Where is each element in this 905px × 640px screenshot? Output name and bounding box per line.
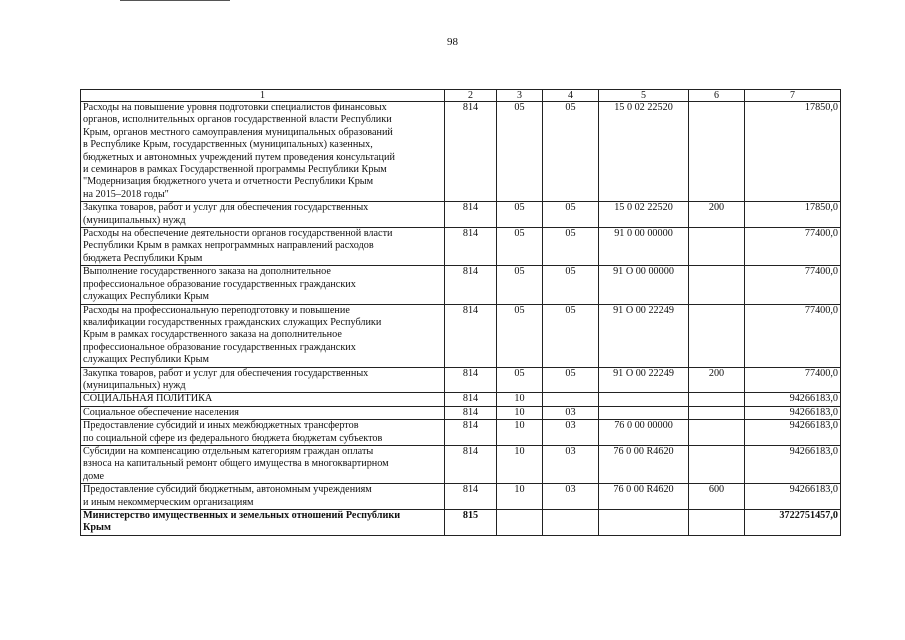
description-line: Расходы на повышение уровня подготовки специалистов финансовых [83,102,387,113]
header-cell-3: 3 [497,90,543,102]
target-article-cell: 76 0 00 R4620 [599,484,689,510]
section-code-cell: 10 [497,445,543,483]
description-line: взноса на капитальный ремонт общего имущества в многоквартирном [83,458,389,470]
admin-code-cell: 814 [445,393,497,406]
subsection-code-cell: 05 [543,367,599,393]
subsection-code-cell: 03 [543,406,599,419]
amount-cell: 77400,0 [745,266,841,304]
expense-type-cell [689,228,745,266]
amount-cell: 17850,0 [745,202,841,228]
target-article-cell: 91 О 00 00000 [599,266,689,304]
row-description [81,420,445,446]
expense-type-cell [689,102,745,202]
subsection-code-cell: 03 [543,420,599,446]
admin-code-cell: 814 [445,266,497,304]
description-line: Расходы на обеспечение деятельности органов государственной власти [83,228,393,240]
section-code-cell: 10 [497,393,543,406]
row-description [81,510,445,536]
description-line: (муниципальных) нужд [83,214,186,226]
row-description [81,393,445,406]
header-cell-1: 1 [81,90,445,102]
expense-type-cell: 200 [689,202,745,228]
page-number: 98 [447,36,458,48]
description-line: профессиональное образование государственных гражданских [83,278,356,290]
section-code-cell: 05 [497,102,543,202]
amount-cell: 94266183,0 [745,420,841,446]
target-article-cell: 91 0 00 00000 [599,228,689,266]
amount-cell: 94266183,0 [745,484,841,510]
description-line: Расходы на профессиональную переподготовку и повышение [83,304,350,316]
description-line: Крым в рамках государственного заказа на дополнительное [83,329,342,341]
row-description [81,102,445,202]
target-article-cell: 91 О 00 22249 [599,304,689,367]
table-row [81,228,841,266]
expense-type-cell [689,420,745,446]
description-line: "Модернизация бюджетного учета и отчетности Республики Крым [83,176,374,188]
table-row [81,406,841,419]
description-line: Крым [83,522,111,534]
header-cell-2: 2 [445,90,497,102]
row-description [81,304,445,367]
target-article-cell: 76 0 00 R4620 [599,445,689,483]
subsection-code-cell [543,510,599,536]
table-row [81,266,841,304]
description-line: Министерство имущественных и земельных отношений Республики [83,510,401,521]
description-line: Крым, органов местного самоуправления муниципальных образований [83,126,393,138]
expense-type-cell [689,393,745,406]
admin-code-cell: 814 [445,202,497,228]
section-code-cell: 10 [497,420,543,446]
description-line: по социальной сфере из федерального бюджета бюджетам субъектов [83,432,383,444]
expense-type-cell [689,266,745,304]
row-description [81,266,445,304]
section-code-cell: 05 [497,202,543,228]
description-line: Предоставление субсидий и иных межбюджетных трансфертов [83,420,359,432]
description-line: СОЦИАЛЬНАЯ ПОЛИТИКА [83,393,213,405]
description-line: Республики Крым в рамках непрограммных направлений расходов [83,240,374,252]
subsection-code-cell: 05 [543,266,599,304]
table-body [81,102,841,536]
section-code-cell: 05 [497,228,543,266]
description-line: (муниципальных) нужд [83,379,186,391]
section-code-cell: 10 [497,406,543,419]
description-line: в Республике Крым, государственных (муниципальных) казенных, [83,139,373,151]
description-line: и семинаров в рамках Государственной программы Республики Крым [83,164,387,176]
amount-cell: 77400,0 [745,304,841,367]
table-row [81,510,841,536]
section-code-cell: 10 [497,484,543,510]
expense-type-cell [689,445,745,483]
expense-type-cell: 600 [689,484,745,510]
target-article-cell: 15 0 02 22520 [599,202,689,228]
table-row [81,445,841,483]
subsection-code-cell: 05 [543,202,599,228]
table-row [81,367,841,393]
header-cell-5: 5 [599,90,689,102]
header-cell-6: 6 [689,90,745,102]
description-line: Субсидии на компенсацию отдельным категориям граждан оплаты [83,445,374,457]
row-description [81,202,445,228]
table-row [81,102,841,202]
target-article-cell [599,510,689,536]
admin-code-cell: 814 [445,445,497,483]
admin-code-cell: 815 [445,510,497,536]
amount-cell: 94266183,0 [745,393,841,406]
target-article-cell: 91 О 00 22249 [599,367,689,393]
top-edge-mark [120,0,230,2]
admin-code-cell: 814 [445,367,497,393]
subsection-code-cell: 05 [543,304,599,367]
row-description [81,484,445,510]
description-line: бюджетных и автономных учреждений путем проведения консультаций [83,151,395,163]
amount-cell: 17850,0 [745,102,841,202]
description-line: служащих Республики Крым [83,354,209,366]
description-line: доме [83,470,105,482]
expense-type-cell: 200 [689,367,745,393]
description-line: бюджета Республики Крым [83,252,203,264]
header-cell-4: 4 [543,90,599,102]
row-description [81,445,445,483]
description-line: Закупка товаров, работ и услуг для обеспечения государственных [83,367,369,379]
target-article-cell [599,393,689,406]
subsection-code-cell [543,393,599,406]
description-line: Выполнение государственного заказа на дополнительное [83,266,331,278]
admin-code-cell: 814 [445,406,497,419]
target-article-cell [599,406,689,419]
row-description [81,406,445,419]
table-row [81,420,841,446]
target-article-cell: 15 0 02 22520 [599,102,689,202]
target-article-cell: 76 0 00 00000 [599,420,689,446]
description-line: Социальное обеспечение населения [83,406,239,418]
admin-code-cell: 814 [445,484,497,510]
subsection-code-cell: 05 [543,228,599,266]
section-code-cell [497,510,543,536]
subsection-code-cell: 03 [543,484,599,510]
expense-type-cell [689,510,745,536]
header-row [81,90,841,102]
description-line: квалификации государственных гражданских служащих Республики [83,316,382,328]
section-code-cell: 05 [497,367,543,393]
description-line: Предоставление субсидий бюджетным, автономным учреждениям [83,484,372,496]
amount-cell: 77400,0 [745,228,841,266]
section-code-cell: 05 [497,304,543,367]
subsection-code-cell: 05 [543,102,599,202]
admin-code-cell: 814 [445,102,497,202]
amount-cell: 3722751457,0 [745,510,841,536]
row-description [81,367,445,393]
description-line: Закупка товаров, работ и услуг для обеспечения государственных [83,202,369,214]
table-row [81,304,841,367]
subsection-code-cell: 03 [543,445,599,483]
amount-cell: 94266183,0 [745,445,841,483]
budget-table [80,89,841,536]
expense-type-cell [689,406,745,419]
amount-cell: 77400,0 [745,367,841,393]
amount-cell: 94266183,0 [745,406,841,419]
expense-type-cell [689,304,745,367]
table-row [81,484,841,510]
description-line: профессиональное образование государственных гражданских [83,341,356,353]
description-line: органов, исполнительных органов государственной власти Республики [83,114,392,126]
description-line: служащих Республики Крым [83,291,209,303]
table-row [81,202,841,228]
admin-code-cell: 814 [445,304,497,367]
section-code-cell: 05 [497,266,543,304]
table-row [81,393,841,406]
description-line: на 2015–2018 годы" [83,188,169,200]
header-cell-7: 7 [745,90,841,102]
description-line: и иным некоммерческим организациям [83,496,254,508]
admin-code-cell: 814 [445,228,497,266]
admin-code-cell: 814 [445,420,497,446]
row-description [81,228,445,266]
